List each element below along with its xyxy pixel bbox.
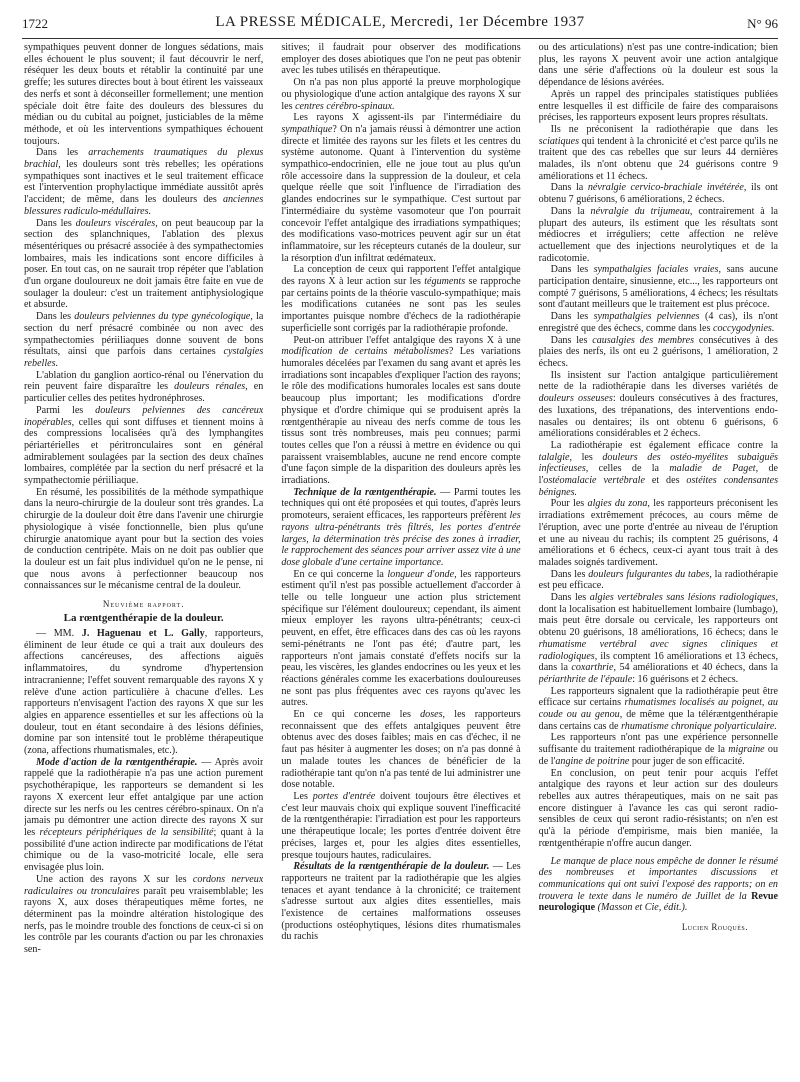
column-3	[539, 42, 778, 1062]
paragraph: Dans la névralgie du trijumeau, contrairement à la plupart des auteurs, ils estiment que les résultats sont médiocres et irréguliers; cette affection ne relève actuellement que des injections neurolytiques et de la radicotomie.	[538, 205, 778, 264]
paragraph: Ils insistent sur l'action antalgique particulièrement nette de la radiothérapie dans les diverses variétés de douleurs osseuses: douleurs consécutives à des fractures, des luxations, des trépanations, des interventions endo-nasales ou dentaires; ils ont obtenu 6 guérisons, 6 améliorations considérables et 2 échecs.	[538, 369, 778, 440]
author-signature: Lucien Rouquès.	[681, 922, 748, 933]
paragraph: En ce qui concerne la longueur d'onde, les rapporteurs estiment qu'il n'est pas possible actuellement d'accorder à telle ou telle longueur une action plus strictement spécifique sur l'élément douloureux; cependant, ils aiment mieux employer les rayons ultra-pénétrants; ceux-ci peuvent, en effet, être efficaces dans des cas où les rayons semi-pénétrants ne l'ont pas été; d'autre part, les rapporteurs n'ont jamais constaté d'effets nocifs sur la peau, les viscères, les glandes endocrines ou les yeux et les réactions générales comme les exacerbations douloureuses ne sont pas plus fréquentes avec ces rayons qu'avec les autres.	[281, 568, 521, 709]
editorial-note: Le manque de place nous empêche de donner le résumé des nombreuses et importantes discussions et communications qui ont suivi l'exposé des rapports; on en trouvera le texte dans le numéro de Juillet de la Revue neurologique (Masson et Cie, édit.).	[538, 855, 778, 914]
paragraph: — MM. J. Haguenau et L. Gally, rapporteurs, éliminent de leur étude ce qui a trait aux douleurs des affections cancéreuses, des affections aiguës inflammatoires, du syndrome d'hypertension intracranienne; l'effet souvent remarquable des rayons X y relève d'une action particulière à chacune d'elles. Les rapporteurs n'envisagent l'action des rayons X que sur les algies en apparence essentielles et sur les affections où la douleur, tout en étant secondaire à des lésions définies, domine par son intensité tout le problème thérapeutique (zona, affections rhumatismales, etc.).	[24, 628, 264, 757]
paragraph: En résumé, les possibilités de la méthode sympathique dans la neuro-chirurgie de la douleur sont très grandes. La chirurgie de la douleur doit être dans l'avenir une chirurgie physiologique à visée fonctionnelle, bien plus qu'une chirurgie anatomique ayant pour but la section des voies de conduction centripète. Mais on ne doit pas oublier que la douleur est un fait plus individuel qu'on ne le pense, ni que nous avons à perfectionner beaucoup nos connaissances sur le mécanisme central de la douleur.	[24, 486, 264, 592]
paragraph: sympathiques peuvent donner de longues sédations, mais elles échouent le plus souvent; il faut découvrir le nerf, réséquer les deux bouts et rétablir la continuité par une greffe; les sutures directes bout à bout étirent les vaisseaux des nerfs et sont à déconseiller formellement; une mention spéciale doit être faite des douleurs des blessures du médian ou du cubital au poignet, justiciables de la même méthode, et où les interventions sympathiques échouent toujours.	[24, 42, 264, 147]
header-rule	[22, 38, 778, 39]
paragraph: Dans les sympathalgies faciales vraies, sans aucune participation dentaire, sinusienne, etc..., les rapporteurs ont compté 7 guérisons, 5 améliorations, 4 échecs; les résultats sont d'autant meilleurs que le traitement est plus précoce.	[538, 264, 778, 311]
paragraph: Mode d'action de la rœntgenthérapie. — Après avoir rappelé que la radiothérapie n'a pas une action purement psychothérapique, les rapporteurs se demandent si les rayons X exercent leur effet antalgique par une action directe sur les nerfs ou les centres cérébro-spinaux. On n'a jamais pu démontrer une action directe des rayons X sur les récepteurs périphériques de la sensibilité; quant à la possibilité d'une action indirecte par modifications de l'état chimique ou de la vaso-motricité locale, elle sera envisagée plus loin.	[24, 756, 264, 874]
paragraph: Pour les algies du zona, les rapporteurs préconisent les irradiations extrêmement précoces, au cours même de l'éruption, avec une porte d'entrée au niveau de l'éruption et une au niveau du rachis; ils comptent 25 guérisons, 4 améliorations et 6 échecs, ceux-ci ayant tous trait à des malades soignés tardivement.	[538, 498, 778, 568]
paragraph: sitives; il faudrait pour observer des modifications employer des doses abiotiques que l'on ne peut pas obtenir avec les tubes utilisés en thérapeutique.	[281, 42, 521, 77]
paragraph: La conception de ceux qui rapportent l'effet antalgique des rayons X à leur action sur les téguments se rapproche par certains points de la théorie vasculo-sympathique; mais les modifications cutanées ne sont pas les seules importantes puisque nombre d'échecs de la radiothérapie superficielle sont corrigés par la radiothérapie profonde.	[281, 264, 521, 334]
issue-number: N° 96	[747, 16, 778, 31]
subheading: Technique de la rœntgenthérapie.	[293, 486, 437, 498]
paragraph: Résultats de la rœntgenthérapie de la douleur. — Les rapporteurs ne traitent par la radiothérapie que les algies tenaces et ayant tendance à la chronicité; ce traitement s'adresse surtout aux algies dites essentielles, mais l'existence de certaines malformations osseuses (productions ostéophytiques, lésions dites rhumatismales du rachis	[281, 861, 521, 943]
paragraph: ou des articulations) n'est pas une contre-indication; bien plus, les rayons X peuvent avoir une action antalgique dans une série d'affections où la douleur est sous la dépendance de lésions avérées.	[538, 42, 778, 89]
paragraph: Ils ne préconisent la radiothérapie que dans les sciatiques qui tendent à la chronicité et c'est parce qu'ils ne traitent que des cas rebelles que sur leurs 44 dernières malades, ils n'ont obtenu que 24 guérisons contre 9 améliorations et 11 échecs.	[538, 123, 778, 182]
subheading: Mode d'action de la rœntgenthérapie.	[36, 756, 198, 768]
page-number: 1722	[22, 16, 48, 31]
paragraph: On n'a pas non plus apporté la preuve morphologique ou physiologique d'une action antalgique des rayons X sur les centres cérébro-spinaux.	[281, 77, 521, 112]
paragraph: Dans les douleurs viscérales, on peut beaucoup par la section des splanchniques, l'ablation des plexus mésentériques ou présacré associée à des sympathectomies lombaires, mais les indications sont encore difficiles à poser. En tout cas, on ne saurait trop répéter que l'ablation d'un organe douloureux ne doit jamais être faite en vue de soulager la douleur: c'est un traitement antiphysiologique et absurde.	[24, 217, 264, 311]
page-header	[22, 14, 778, 36]
paragraph: Dans les douleurs pelviennes du type gynécologique, la section du nerf présacré combinée ou non avec des sympathectomies périiliaques donne souvent de bons résultats, ainsi que parfois dans certaines cystalgies rebelles.	[24, 311, 264, 369]
column-1	[24, 42, 263, 1062]
article-columns	[24, 42, 778, 1062]
section-title: La rœntgenthérapie de la douleur.	[63, 612, 224, 625]
paragraph: Dans les douleurs fulgurantes du tabes, la radiothérapie est peu efficace.	[538, 568, 778, 592]
paragraph: Les rapporteurs n'ont pas une expérience personnelle suffisante du traitement radiothérapique de la migraine ou de l'angine de poitrine pour juger de son efficacité.	[538, 732, 778, 767]
paragraph: Dans les sympathalgies pelviennes (4 cas), ils n'ont enregistré que des échecs, comme dans les coccygodynies.	[538, 311, 778, 334]
paragraph: En ce qui concerne les doses, les rapporteurs reconnaissent que des effets antalgiques peuvent être obtenus avec des doses faibles; mais en cas d'échec, il ne faut pas hésiter à augmenter les doses; on n'a pas donné à un malade toutes les chances de bénéficier de la radiothérapie tant qu'on n'a pas tenté de lui administrer une dose notable.	[281, 709, 521, 791]
column-2	[281, 42, 520, 1062]
paragraph: En conclusion, on peut tenir pour acquis l'effet antalgique des rayons et leur action sur des douleurs rebelles aux autres thérapeutiques, mais on ne sait pas encore distinguer à l'avance les cas qui seront radio-sensibles de ceux qui seront radio-résistants; on n'en est qu'à la période d'empirisme, mais bien maniée, la rœntgenthérapie n'offre aucun danger.	[538, 767, 778, 849]
author-names: J. Haguenau et L. Gally	[81, 628, 205, 640]
paragraph: Les rapporteurs signalent que la radiothérapie peut être efficace sur certains rhumatismes localisés au poignet, au coude ou au genou, de même que la téléræntgenthérapie dans certains cas de rhumatisme chronique polyarticulaire.	[538, 685, 778, 732]
paragraph: L'ablation du ganglion aortico-rénal ou l'énervation du rein peuvent faire disparaître les douleurs rénales, en particulier celles des petites hydronéphroses.	[24, 369, 264, 405]
paragraph: La radiothérapie est également efficace contre la talalgie, les douleurs des ostéo-myélites subaiguës infectieuses, celles de la maladie de Paget, de l'ostéomalacie vertébrale et des ostéites condensantes bénignes.	[538, 439, 778, 498]
paragraph: Dans la névralgie cervico-brachiale invétérée, ils ont obtenu 7 guérisons, 6 améliorations, 2 échecs.	[538, 182, 778, 206]
paragraph: Dans les arrachements traumatiques du plexus brachial, les douleurs sont très rebelles; les opérations sympathiques sont inactives et le seul traitement efficace est l'intervention prophylactique immédiate aussitôt après l'accident; de même, dans les douleurs des anciennes blessures radiculo-médullaires.	[24, 147, 264, 217]
paragraph: Dans les algies vertébrales sans lésions radiologiques, dont la localisation est habituellement lombaire (lumbago), mais peut être dorsale ou cervicale, les rapporteurs ont obtenu 20 guérisons, 18 améliorations, 16 échecs; dans le rhumatisme vertébral avec signes cliniques et radiologiques, ils comptent 16 améliorations et 13 échecs, dans la coxarthrie, 54 améliorations et 40 échecs, dans la périarthrite de l'épaule: 16 guérisons et 2 échecs.	[538, 592, 778, 685]
paragraph: Une action des rayons X sur les cordons nerveux radiculaires ou tronculaires paraît peu vraisemblable; les rayons X, aux doses thérapeutiques même fortes, ne déterminent pas la moindre altération histologique des nerfs, pas le moindre trouble des fonctions de ceux-ci si on les contrôle par les courants d'action ou par les chronaxies sen-	[24, 873, 264, 956]
journal-title: LA PRESSE MÉDICALE, Mercredi, 1er Décembre 1937	[215, 14, 585, 30]
section-label: Neuvième rapport.	[102, 599, 185, 610]
paragraph: Peut-on attribuer l'effet antalgique des rayons X à une modification de certains métabolismes? Les variations humorales décelées par l'examen du sang avant et après les irradiations sont incapables d'expliquer l'action des rayons; le rôle des modifications humorales locales est sans doute beaucoup plus important; les modifications d'ordre physique et d'ordre chimique qui se produisent après la rœntgenthérapie au niveau des nerfs comme de tous les tissus sont très nombreuses, mais peu connues; parmi toutes celles que l'on a réussi à mettre en évidence ou qui paraissent vraisemblables, aucune ne rend encore compte d'une façon simple de la disparition des douleurs après les irradiations.	[281, 334, 521, 487]
paragraph: Les rayons X agissent-ils par l'intermédiaire du sympathique? On n'a jamais réussi à démontrer une action directe et limitée des rayons sur les filets et les centres du système autonome. Quant à l'intervention du système sympathico-endocrinien, elle ne joue tout au plus qu'un rôle accessoire dans la suppression de la douleur, et cela quelque réelle que soit l'influence de l'irradiation des glandes endocrines sur le sympathique. C'est surtout par l'intermédiaire du système vasomoteur que l'on pourrait concevoir l'effet antalgique des irradiations sympathiques; des modifications vaso-motrices peuvent agir sur un état inflammatoire, sur les récepteurs cutanés de la douleur, sur la résorption d'un infiltrat œdémateux.	[281, 112, 521, 264]
paragraph: Après un rappel des principales statistiques publiées entre lesquelles il est difficile de faire des comparaisons précises, les rapporteurs exposent leurs propres résultats.	[538, 88, 778, 124]
subheading: Résultats de la rœntgenthérapie de la douleur.	[293, 861, 490, 873]
paragraph: Parmi les douleurs pelviennes des cancéreux inopérables, celles qui sont diffuses et tiennent moins à des compressions localisées qu'à des lymphangites périartérielles et péritronculaires sont en général admirablement soulagées par la section des deux chaînes lombaires, complétée par la section du nerf présacré et la sympathectomie périiliaque.	[24, 404, 264, 487]
paragraph: Les portes d'entrée doivent toujours être électives et c'est leur mauvais choix qui explique souvent l'inefficacité de la rœntgenthérapie: l'irradiation est pour les rapporteurs une thérapeutique locale; les portes d'entrée doivent être précises, larges et, pour les algies dites essentielles, presque toujours hautes, radiculaires.	[281, 791, 521, 861]
paragraph: Technique de la rœntgenthérapie. — Parmi toutes les techniques qui ont été proposées et qui toutes, d'après leurs promoteurs, seraient efficaces, les rapporteurs préfèrent les rayons ultra-pénétrants très filtrés, les portes d'entrée larges, la détermination très précise des zones à irradier, le rapprochement des séances pour arriver assez vite à une dose globale d'une certaine importance.	[281, 486, 521, 568]
paragraph: Dans les causalgies des membres consécutives à des plaies des nerfs, ils ont eu 2 guérisons, 1 amélioration, 2 échecs.	[538, 334, 778, 369]
